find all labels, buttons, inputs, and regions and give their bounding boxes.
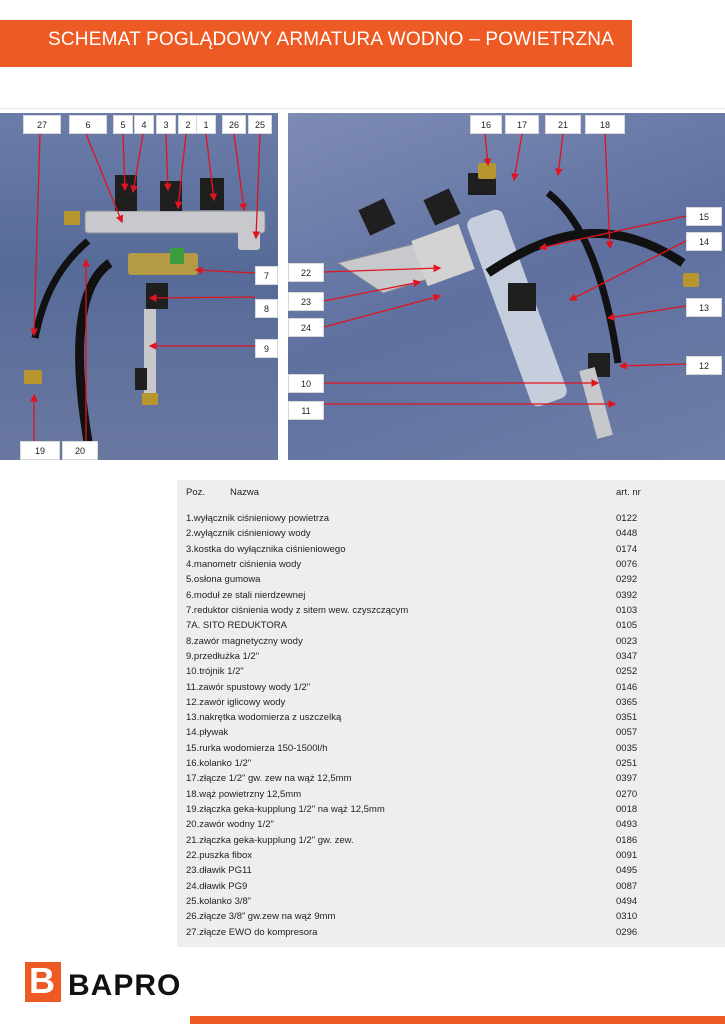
part-name: 1.wyłącznik ciśnieniowy powietrza <box>186 513 330 524</box>
callout-label-9: 9 <box>255 339 278 358</box>
table-row <box>186 544 706 559</box>
part-art-number: 0186 <box>616 834 638 846</box>
part-art-number: 0076 <box>616 558 638 570</box>
part-art-number: 0495 <box>616 865 638 877</box>
table-row <box>186 773 706 788</box>
part-name: 17.złącze 1/2" gw. zew na wąż 12,5mm <box>186 773 352 785</box>
photo-right <box>288 113 725 460</box>
callout-label-2: 2 <box>178 115 198 134</box>
callout-label-13: 13 <box>686 298 722 317</box>
table-row <box>186 636 706 651</box>
bapro-logo <box>25 962 185 1006</box>
part-art-number: 0103 <box>616 604 638 616</box>
part-art-number: 0023 <box>616 635 638 647</box>
part-art-number: 0310 <box>616 911 638 923</box>
callout-label-3: 3 <box>156 115 176 134</box>
table-row <box>186 712 706 727</box>
part-art-number: 0448 <box>616 528 638 540</box>
table-row <box>186 666 706 681</box>
part-name: 18.wąż powietrzny 12,5mm <box>186 788 302 800</box>
table-row <box>186 835 706 850</box>
column-header-pos: Poz. <box>186 487 206 498</box>
part-name: 7.reduktor ciśnienia wody z sitem wew. czyszczącym <box>186 604 409 616</box>
table-row <box>186 896 706 911</box>
part-name: 9.przedłużka 1/2" <box>186 650 260 662</box>
callout-label-26: 26 <box>222 115 246 134</box>
part-name: 15.rurka wodomierza 150-1500l/h <box>186 742 328 754</box>
callout-label-4: 4 <box>134 115 154 134</box>
part-art-number: 0270 <box>616 788 638 800</box>
header-bar <box>0 20 632 67</box>
table-row <box>186 574 706 589</box>
table-row <box>186 727 706 742</box>
part-art-number: 0494 <box>616 896 638 907</box>
logo-wordmark: BAPRO <box>68 969 182 1002</box>
part-name: 10.trójnik 1/2" <box>186 666 244 678</box>
table-row <box>186 682 706 697</box>
logo-mark-letter: B <box>29 960 55 1001</box>
part-name: 8.zawór magnetyczny wody <box>186 635 303 647</box>
part-name: 27.złącze EWO do kompresora <box>186 926 318 938</box>
part-name: 14.pływak <box>186 727 229 739</box>
assembly-illustration-left <box>0 113 278 460</box>
part-art-number: 0035 <box>616 742 638 754</box>
part-art-number: 0091 <box>616 850 638 862</box>
table-row <box>186 651 706 666</box>
part-art-number: 0018 <box>616 804 638 816</box>
callout-label-1: 1 <box>196 115 216 134</box>
part-name: 22.puszka fibox <box>186 850 253 862</box>
callout-label-23: 23 <box>288 292 324 311</box>
callout-label-5: 5 <box>113 115 133 134</box>
table-row <box>186 804 706 819</box>
callout-label-17: 17 <box>505 115 539 134</box>
table-row <box>186 819 706 834</box>
table-row <box>186 881 706 896</box>
column-header-art-nr: art. nr <box>616 487 641 498</box>
callout-label-14: 14 <box>686 232 722 251</box>
divider <box>0 108 725 109</box>
photo-left <box>0 113 278 460</box>
callout-label-19: 19 <box>20 441 60 460</box>
table-row <box>186 927 706 942</box>
part-name: 20.zawór wodny 1/2" <box>186 819 274 831</box>
logo-mark <box>25 962 61 1002</box>
part-name: 13.nakrętka wodomierza z uszczelką <box>186 712 342 724</box>
table-row <box>186 528 706 543</box>
part-art-number: 0252 <box>616 666 638 678</box>
part-name: 3.kostka do wyłącznika ciśnieniowego <box>186 543 346 555</box>
table-row <box>186 911 706 926</box>
part-art-number: 0347 <box>616 650 638 662</box>
part-art-number: 0351 <box>616 712 638 724</box>
part-art-number: 0292 <box>616 574 638 586</box>
callout-label-12: 12 <box>686 356 722 375</box>
callout-label-24: 24 <box>288 318 324 337</box>
table-row <box>186 559 706 574</box>
table-row <box>186 758 706 773</box>
table-row <box>186 789 706 804</box>
part-art-number: 0057 <box>616 727 638 739</box>
table-row <box>186 697 706 712</box>
callout-label-16: 16 <box>470 115 502 134</box>
part-art-number: 0397 <box>616 773 638 785</box>
part-name: 5.osłona gumowa <box>186 574 261 586</box>
part-name: 4.manometr ciśnienia wody <box>186 558 302 570</box>
part-name: 25.kolanko 3/8” <box>186 896 251 907</box>
part-art-number: 0493 <box>616 819 638 831</box>
part-art-number: 0174 <box>616 543 638 555</box>
callout-label-15: 15 <box>686 207 722 226</box>
table-row <box>186 590 706 605</box>
column-header-name: Nazwa <box>230 487 260 498</box>
part-name: 6.moduł ze stali nierdzewnej <box>186 589 306 601</box>
callout-label-6: 6 <box>69 115 107 134</box>
callout-label-11: 11 <box>288 401 324 420</box>
part-name: 11.zawór spustowy wody 1/2" <box>186 681 311 693</box>
callout-label-20: 20 <box>62 441 98 460</box>
part-name: 12.zawór iglicowy wody <box>186 696 286 708</box>
part-name: 7A. SITO REDUKTORA <box>186 620 288 632</box>
part-name: 26.złącze 3/8” gw.zew na wąż 9mm <box>186 911 336 923</box>
table-row <box>186 850 706 865</box>
callout-label-18: 18 <box>585 115 625 134</box>
table-row <box>186 865 706 880</box>
assembly-illustration-right <box>288 113 725 460</box>
part-art-number: 0365 <box>616 696 638 708</box>
part-name: 21.złączka geka-kupplung 1/2" gw. zew. <box>186 834 354 846</box>
page-title: SCHEMAT POGLĄDOWY ARMATURA WODNO – POWIETRZNA <box>48 29 615 50</box>
callout-label-25: 25 <box>248 115 272 134</box>
part-name: 24.dławik PG9 <box>186 880 248 892</box>
callout-label-22: 22 <box>288 263 324 282</box>
table-row <box>186 743 706 758</box>
callout-label-21: 21 <box>545 115 581 134</box>
part-art-number: 0146 <box>616 681 638 693</box>
part-art-number: 0251 <box>616 758 638 770</box>
callout-label-8: 8 <box>255 299 278 318</box>
part-art-number: 0392 <box>616 589 638 601</box>
part-name: 16.kolanko 1/2" <box>186 758 252 770</box>
callout-label-10: 10 <box>288 374 324 393</box>
callout-label-27: 27 <box>23 115 61 134</box>
callout-label-7: 7 <box>255 266 278 285</box>
part-art-number: 0087 <box>616 880 638 892</box>
footer-bar <box>190 1016 725 1024</box>
table-row <box>186 513 706 528</box>
part-name: 2.wyłącznik ciśnieniowy wody <box>186 528 311 540</box>
part-art-number: 0105 <box>616 620 638 632</box>
part-name: 19.złączka geka-kupplung 1/2" na wąż 12,5mm <box>186 804 385 816</box>
table-row <box>186 605 706 620</box>
part-art-number: 0122 <box>616 513 638 524</box>
part-name: 23.dławik PG11 <box>186 865 252 877</box>
table-row <box>186 620 706 635</box>
part-art-number: 0296 <box>616 926 638 938</box>
